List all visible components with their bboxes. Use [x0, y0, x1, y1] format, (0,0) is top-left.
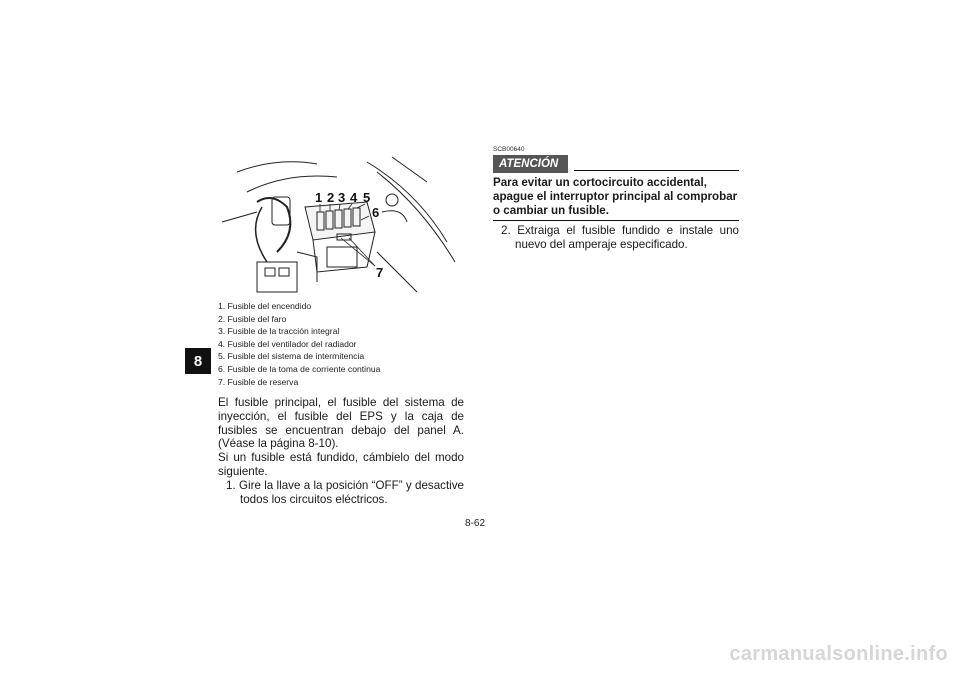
callout-7: 7 [376, 265, 384, 280]
legend-item: 2. Fusible del faro [218, 313, 287, 324]
watermark: carmanualsonline.info [729, 643, 948, 665]
caution-title: ATENCIÓN [493, 155, 568, 173]
paragraph-intro: Si un fusible está fundido, cámbielo del modo siguiente. [218, 451, 464, 478]
caution-text: Para evitar un cortocircuito accidental, apague el interruptor principal al comprobar o cambiar un fusible. [493, 176, 739, 221]
legend-item: 4. Fusible del ventilador del radiador [218, 338, 357, 349]
callout-6: 6 [372, 205, 380, 220]
caution-rule [574, 170, 739, 171]
callout-2: 2 [327, 190, 335, 205]
legend-item: 3. Fusible de la tracción integral [218, 326, 340, 337]
legend-item: 1. Fusible del encendido [218, 301, 312, 311]
chapter-tab: 8 [185, 348, 211, 374]
figure-legend [218, 300, 468, 388]
callout-1: 1 [315, 190, 323, 205]
fuse-box [305, 202, 375, 272]
legend-item: 7. Fusible de reserva [218, 376, 299, 387]
fuse-box-illustration [217, 152, 463, 296]
legend-item: 5. Fusible del sistema de intermitencia [218, 351, 365, 362]
callout-5: 5 [363, 190, 371, 205]
legend-item: 6. Fusible de la toma de corriente continua [218, 363, 381, 374]
right-column [493, 146, 739, 252]
paragraph-location: El fusible principal, el fusible del sistema de inyección, el fusible del EPS y la caja de fusibles se encuentran debajo del panel A. (Véase la página 8-10). [218, 396, 464, 451]
body-text [218, 396, 464, 506]
step-2: 2. Extraiga el fusible fundido e instale uno nuevo del amperaje especificado. [501, 224, 739, 252]
caution-code: SCB00640 [493, 146, 525, 153]
caution-header [493, 155, 739, 173]
callout-4: 4 [350, 190, 358, 205]
callout-3: 3 [338, 190, 346, 205]
page-number: 8-62 [465, 518, 486, 529]
step-1: 1. Gire la llave a la posición “OFF” y desactive todos los circuitos eléctricos. [226, 478, 464, 506]
